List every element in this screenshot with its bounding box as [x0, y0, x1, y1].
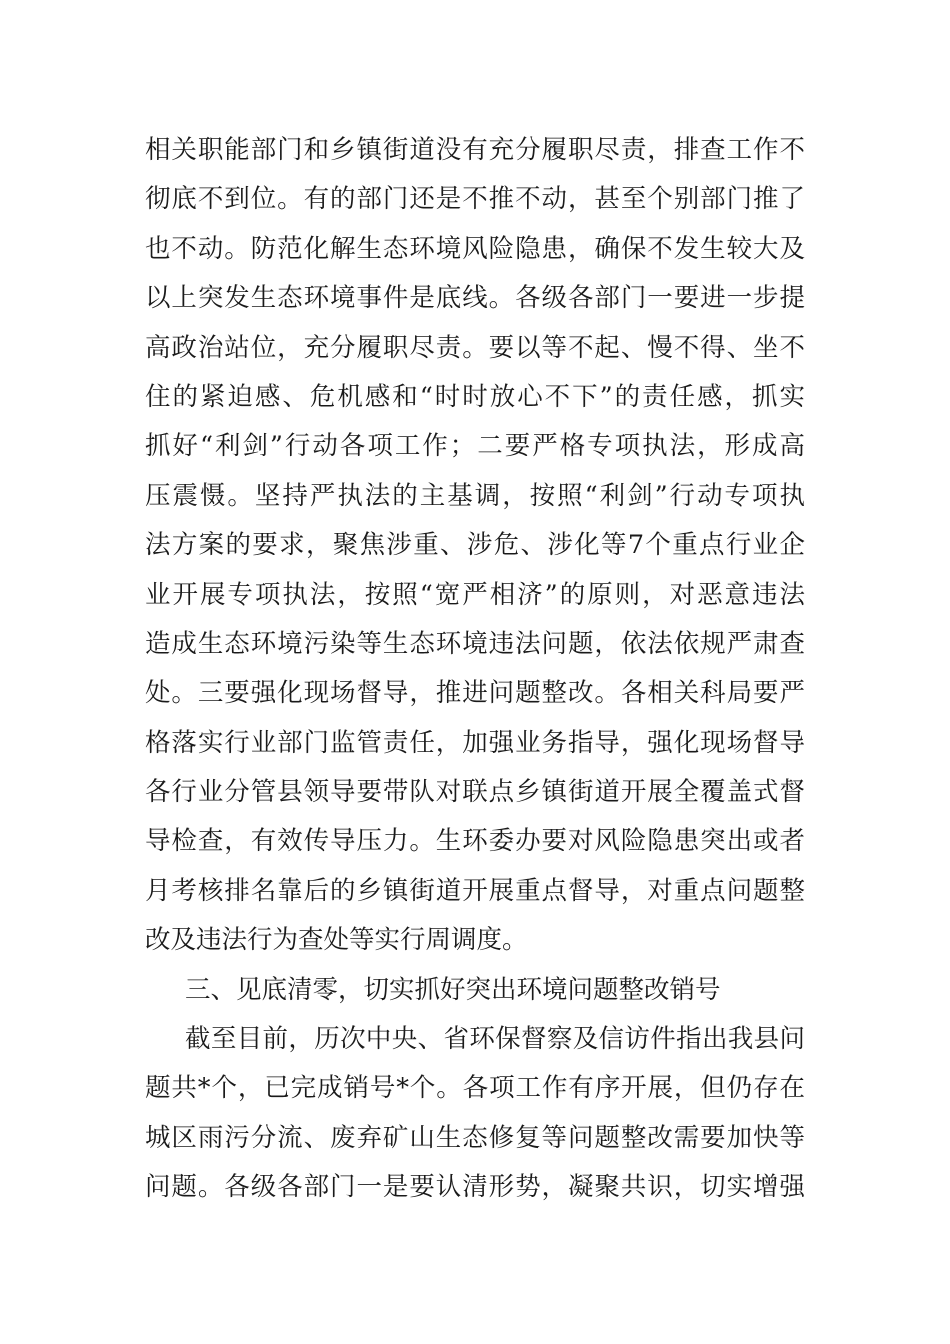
text-line: 法方案的要求，聚焦涉重、涉危、涉化等7个重点行业企: [145, 530, 805, 561]
text-line: 导检查，有效传导压力。生环委办要对风险隐患突出或者: [145, 826, 805, 857]
section-heading: 三、见底清零，切实抓好突出环境问题整改销号: [185, 974, 721, 1005]
text-line: 格落实行业部门监管责任，加强业务指导，强化现场督导: [145, 727, 805, 758]
text-line: 压震慑。坚持严执法的主基调，按照“利剑”行动专项执: [145, 480, 805, 511]
text-line: 住的紧迫感、危机感和“时时放心不下”的责任感，抓实: [145, 381, 805, 412]
text-line: 处。三要强化现场督导，推进问题整改。各相关科局要严: [145, 678, 805, 709]
text-line: 业开展专项执法，按照“宽严相济”的原则，对恶意违法: [145, 579, 805, 610]
paragraph-end-line: 改及违法行为查处等实行周调度。: [145, 925, 528, 956]
document-body: [145, 126, 805, 1213]
text-line: 月考核排名靠后的乡镇街道开展重点督导，对重点问题整: [145, 875, 805, 906]
text-line: 相关职能部门和乡镇街道没有充分履职尽责，排查工作不: [145, 135, 805, 165]
text-line: 彻底不到位。有的部门还是不推不动，甚至个别部门推了: [145, 184, 805, 215]
text-line: 题共*个，已完成销号*个。各项工作有序开展，但仍存在: [145, 1073, 805, 1104]
text-line: 高政治站位，充分履职尽责。要以等不起、慢不得、坐不: [145, 332, 805, 363]
text-line: 城区雨污分流、废弃矿山生态修复等问题整改需要加快等: [145, 1122, 805, 1153]
text-line: 造成生态环境污染等生态环境违法问题，依法依规严肃查: [145, 628, 805, 659]
paragraph-first-line: 截至目前，历次中央、省环保督察及信访件指出我县问: [185, 1024, 805, 1055]
text-line: 也不动。防范化解生态环境风险隐患，确保不发生较大及: [145, 233, 805, 264]
text-line: 问题。各级各部门一是要认清形势，凝聚共识，切实增强: [145, 1172, 805, 1203]
text-line: 各行业分管县领导要带队对联点乡镇街道开展全覆盖式督: [145, 777, 805, 808]
text-line: 以上突发生态环境事件是底线。各级各部门一要进一步提: [145, 283, 805, 314]
text-line: 抓好“利剑”行动各项工作；二要严格专项执法，形成高: [145, 431, 805, 462]
